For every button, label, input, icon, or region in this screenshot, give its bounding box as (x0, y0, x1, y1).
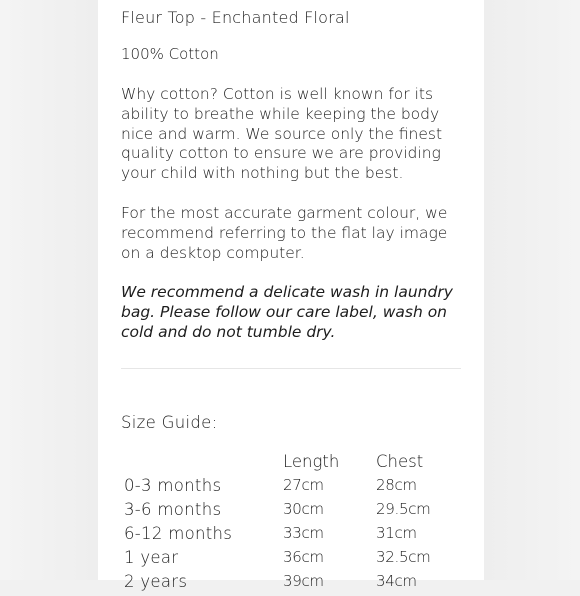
chest-cell: 34cm (376, 572, 417, 590)
length-cell: 30cm (283, 500, 324, 518)
care-note: We recommend a delicate wash in laundry bag. Please follow our care label, wash on cold and do not tumble dry. (121, 283, 453, 341)
size-cell: 1 year (124, 548, 179, 567)
header-chest: Chest (376, 452, 424, 471)
length-cell: 36cm (283, 548, 324, 566)
length-cell: 33cm (283, 524, 324, 542)
product-description-card (98, 0, 484, 591)
length-cell: 27cm (283, 476, 324, 494)
product-material: 100% Cotton (121, 45, 219, 63)
background-right (484, 0, 580, 580)
section-divider (121, 368, 461, 369)
size-cell: 3-6 months (124, 500, 222, 519)
size-cell: 2 years (124, 572, 188, 591)
chest-cell: 32.5cm (376, 548, 431, 566)
colour-paragraph: For the most accurate garment colour, we recommend referring to the flat lay image on a desktop computer. (121, 204, 448, 262)
length-cell: 39cm (283, 572, 324, 590)
chest-cell: 31cm (376, 524, 417, 542)
chest-cell: 28cm (376, 476, 417, 494)
size-guide-heading: Size Guide: (121, 413, 218, 432)
cotton-paragraph: Why cotton? Cotton is well known for its ability to breathe while keeping the body nice and warm. We source only the finest quality cotton to ensure we are providing your child with nothing but the best. (121, 85, 443, 183)
size-cell: 0-3 months (124, 476, 222, 495)
product-title: Fleur Top - Enchanted Floral (121, 8, 350, 27)
background-left (0, 0, 98, 580)
size-cell: 6-12 months (124, 524, 233, 543)
chest-cell: 29.5cm (376, 500, 431, 518)
header-length: Length (283, 452, 340, 471)
